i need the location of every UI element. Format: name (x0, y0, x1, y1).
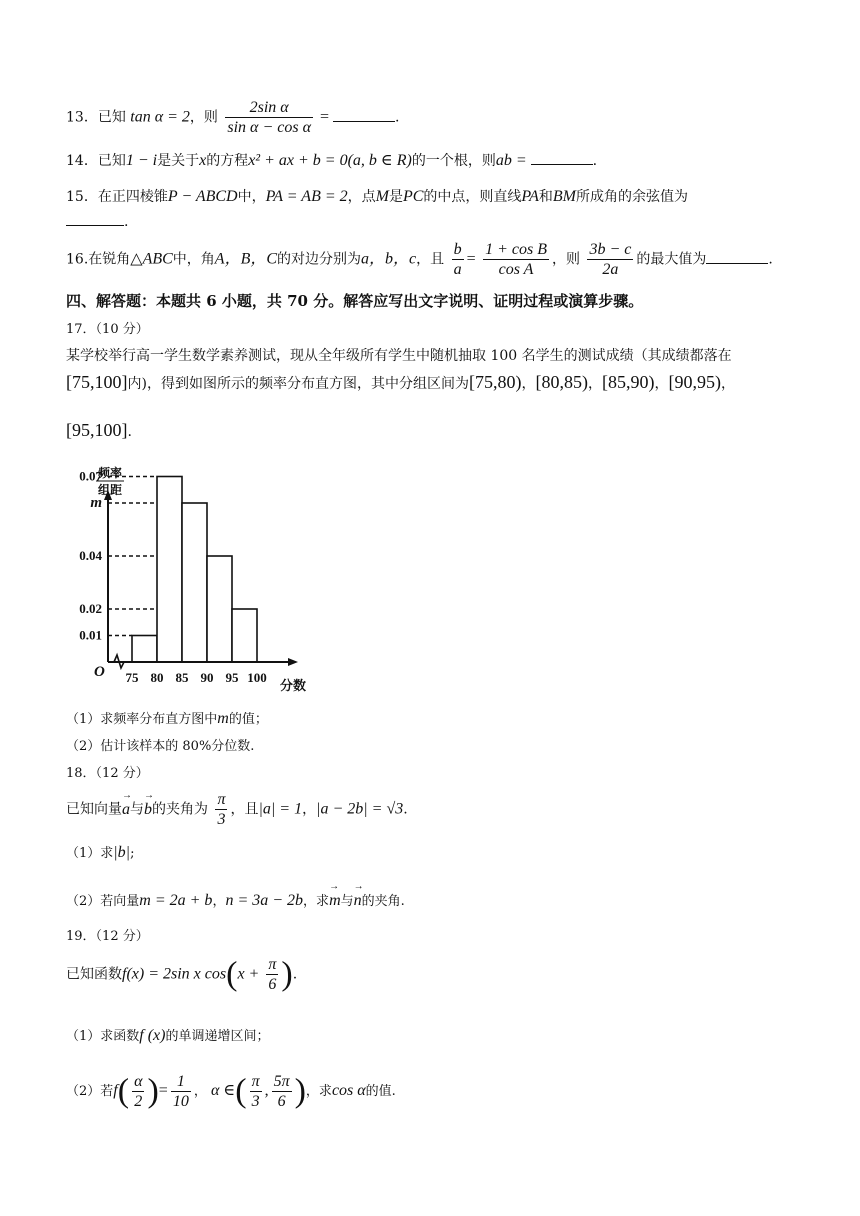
x-tick-label: 100 (247, 670, 267, 685)
question-18-header: 18．（12 分） (66, 766, 149, 781)
origin-label: O (94, 664, 105, 680)
fraction: $\frac{\alpha}{2}$ (134, 1073, 143, 1111)
question-17-part1: （1）求频率分布直方图中m的值； (66, 710, 268, 727)
question-18-stmt: 已知向量→ a与→ b的夹角为 $\frac{\pi}{3}$ ，且|a| = 1，|a − 2b| = √3. (66, 790, 408, 829)
fraction: $\frac{\pi}{3}$ (217, 791, 226, 829)
histogram-bar (132, 636, 157, 663)
fraction: $\frac{\pi}{6}$ (268, 956, 277, 994)
y-tick-label: 0.01 (79, 627, 102, 643)
fraction: $\frac{3b - c}{2a}$ (589, 241, 632, 279)
fraction: $\frac{1}{10}$ (172, 1073, 189, 1111)
answer-blank[interactable] (531, 164, 593, 165)
question-15-blank-line: . (66, 214, 128, 230)
question-17-line3: [95,100]. (66, 420, 132, 440)
question-17-header: 17．（10 分） (66, 322, 149, 337)
interval: [90,95) (668, 372, 721, 392)
x-axis-arrow (288, 658, 298, 666)
x-tick-label: 80 (150, 670, 164, 685)
y-axis-label-top: 频率 (97, 466, 123, 480)
interval: [75,100] (66, 372, 128, 392)
fraction: $\frac{\pi}{3}$ (251, 1073, 260, 1111)
question-17-line2: [75,100]内)，得到如图所示的频率分布直方图，其中分组区间为[75,80)，[80,85)，[85,90)，[90,95)， (66, 372, 735, 392)
y-axis-label-bottom: 组距 (97, 483, 123, 497)
answer-blank[interactable] (706, 263, 768, 264)
x-tick-label: 85 (175, 670, 189, 685)
question-19-stmt: 已知函数f(x) = 2sin x cos(x + $\frac{\pi}{6}$ ). (66, 955, 298, 994)
math-expr: tan α = 2 (130, 108, 190, 126)
y-tick-label: 0.07 (79, 468, 102, 484)
question-18-part1: （1）求|b|; (66, 844, 135, 861)
question-17-line1: 某学校举行高一学生数学素养测试，现从全年级所有学生中随机抽取 100 名学生的测试成绩（其成绩都落在 (66, 348, 732, 364)
y-tick-label: 0.04 (79, 548, 102, 563)
interval: [80,85) (535, 372, 588, 392)
interval: [75,80) (468, 372, 522, 392)
answer-blank[interactable] (333, 121, 395, 122)
question-19-part1: （1）求函数f (x)的单调递增区间； (66, 1027, 270, 1044)
frequency-histogram (64, 460, 324, 700)
question-number: 13． (66, 109, 98, 126)
question-16: 16.在锐角△ABC中，角A，B，C的对边分别为a，b，c，且 $\frac{b}{a}$ = $\frac{\text{1 + cos B}}{\text{cos A}}$ ，则 $\frac{3b - c}{2a}$ 的最大值为 . (66, 241, 773, 279)
answer-blank[interactable] (66, 225, 124, 226)
fraction: $\frac{\text{2sin α}}{\text{sin α − cos α}}$ (227, 99, 311, 137)
y-tick-label: 0.02 (79, 601, 102, 616)
fraction: $\frac{5\pi}{6}$ (273, 1073, 290, 1111)
y-tick-label: m (90, 495, 102, 511)
question-13: 13．已知 tan α = 2，则 $\frac{\text{2sin α}}{\text{sin α − cos α}}$ = . (66, 99, 400, 137)
fraction: $\frac{b}{a}$ (453, 241, 462, 279)
section-heading: 四、解答题：本题共 6 小题，共 70 分。解答应写出文字说明、证明过程或演算步骤。 (66, 292, 644, 310)
question-number: 14． (66, 153, 98, 169)
histogram-bar (157, 477, 182, 663)
interval: [95,100] (66, 420, 128, 440)
histogram-bar (232, 609, 257, 662)
question-18-part2: （2）若向量m = 2a + b，n = 3a − 2b，求→ m与→ n的夹角. (66, 890, 405, 910)
question-17-part2: （2）估计该样本的 80%分位数. (66, 739, 255, 754)
histogram-bar (207, 556, 232, 662)
x-tick-label: 75 (125, 670, 139, 685)
question-15: 15．在正四棱锥P − ABCD中，PA = AB = 2，点M是PC的中点，则直线PA和BM所成角的余弦值为 (66, 188, 689, 205)
question-19-part2: （2）若f( $\frac{\alpha}{2}$ )= $\frac{1}{10}$ ， α ∈( $\frac{\pi}{3}$ , $\frac{5\pi}{6}$ )，求cos α的值. (66, 1072, 396, 1111)
histogram-bar (182, 503, 207, 662)
question-14: 14．已知1 − i是关于x的方程x² + ax + b = 0(a, b ∈ R)的一个根，则ab = . (66, 152, 598, 169)
interval: [85,90) (601, 372, 655, 392)
x-axis-label: 分数 (280, 679, 307, 694)
x-tick-label: 95 (225, 670, 239, 685)
x-tick-label: 90 (200, 670, 214, 685)
question-19-header: 19．（12 分） (66, 929, 149, 944)
question-number: 15． (66, 189, 98, 205)
fraction: $\frac{\text{1 + cos B}}{\text{cos A}}$ (485, 241, 547, 279)
question-number: 16. (66, 251, 89, 268)
